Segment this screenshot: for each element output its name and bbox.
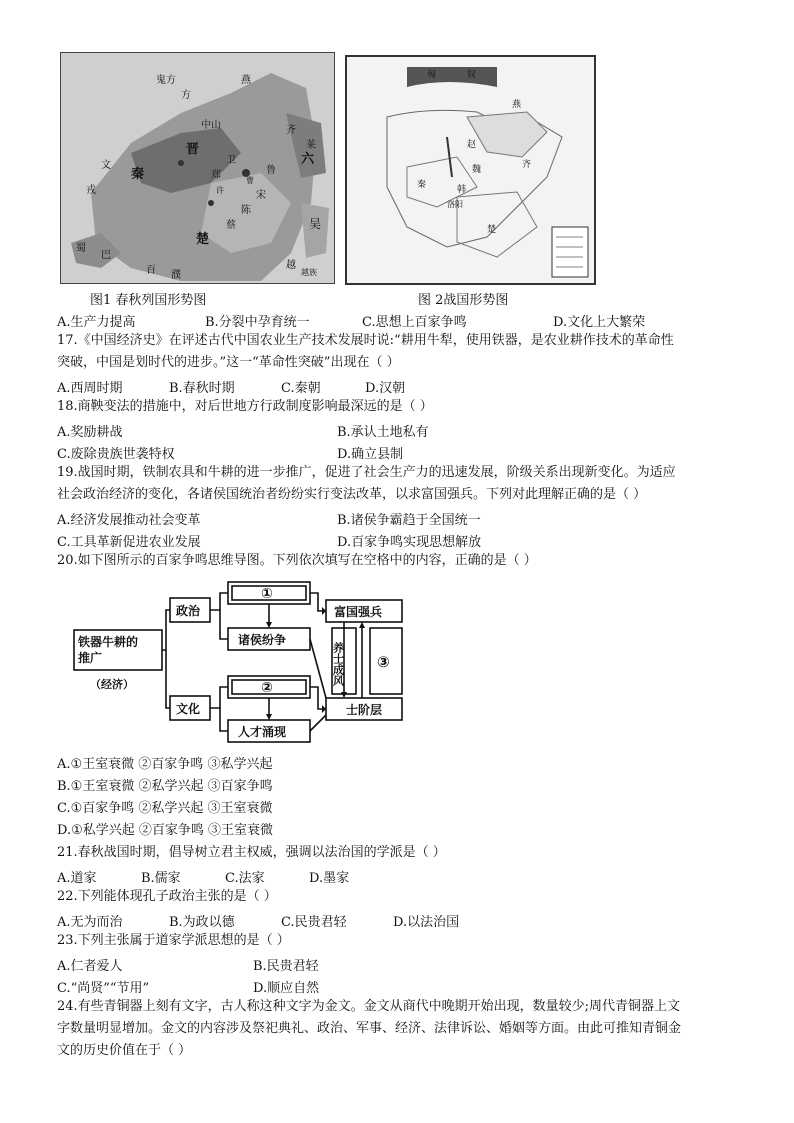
option-b[interactable]: B.承认土地私有 (337, 425, 429, 440)
q24-stem: 24.有些青铜器上刻有文字，古人称这种文字为金文。金文从商代中晚期开始出现，数量较少;周代青铜器上文 (57, 999, 681, 1014)
warring-states-map-graphic (347, 57, 594, 283)
q20-option-d[interactable]: D.①私学兴起 ②百家争鸣 ③王室衰微 (57, 823, 274, 838)
option-d[interactable]: D.墨家 (309, 871, 350, 886)
map2-label: 赵 (467, 140, 477, 150)
option-b[interactable]: B.儒家 (141, 871, 181, 886)
option-c[interactable]: C.工具革新促进农业发展 (57, 535, 201, 550)
map2-label: 匈 (427, 70, 437, 80)
map2-caption: 图 2战国形势图 (418, 293, 509, 308)
q20-stem: 20.如下图所示的百家争鸣思维导图。下列依次填写在空格中的内容，正确的是（ ） (57, 553, 537, 568)
q22-options (57, 911, 747, 930)
option-a[interactable]: A.道家 (57, 871, 97, 886)
q21-stem: 21.春秋战国时期，倡导树立君主权威，强调以法治国的学派是（ ） (57, 845, 446, 860)
map1-label: 戎 (86, 185, 96, 196)
map2-label: 奴 (467, 70, 477, 80)
map1-label: 方 (181, 90, 191, 101)
q17-stem: 17.《中国经济史》在评述古代中国农业生产技术发展时说:“耕用牛犁，使用铁器，是农业耕作技术的革命性 (57, 333, 674, 348)
map1-label: 鲁 (266, 165, 276, 176)
blank2-label: ② (261, 680, 273, 696)
rich-label: 富国强兵 (334, 605, 383, 619)
map1-label: 中山 (201, 120, 221, 131)
scholar-label: 士阶层 (346, 703, 383, 717)
option-c[interactable]: C.秦朝 (281, 381, 321, 396)
option-c[interactable]: C.废除贵族世袭特权 (57, 447, 175, 462)
talents-label: 人才涌现 (238, 725, 287, 739)
option-c[interactable]: C.法家 (225, 871, 265, 886)
spring-autumn-map-graphic (61, 53, 334, 283)
map2-label: 洛阳 (447, 200, 463, 209)
map1-label: 燕 (241, 75, 251, 86)
q20-option-a[interactable]: A.①王室衰微 ②百家争鸣 ③私学兴起 (57, 757, 273, 772)
warring-states-map (345, 55, 596, 285)
q24-stem: 字数量明显增加。金文的内容涉及祭祀典礼、政治、军事、经济、法律诉讼、婚姻等方面。由此可推知青铜金 (57, 1021, 682, 1036)
map1-label: 曹 (246, 176, 254, 185)
economy-label (77, 634, 142, 665)
option-d[interactable]: D.以法治国 (393, 915, 460, 930)
map1-label: 楚 (196, 232, 210, 247)
option-a[interactable]: A.经济发展推动社会变革 (57, 513, 201, 528)
q23-options-2 (57, 977, 747, 996)
option-b[interactable]: B.民贵君轻 (253, 959, 319, 974)
map1-label: 蔡 (226, 220, 236, 231)
map2-label: 楚 (487, 225, 497, 235)
map1-label: 蜀 (76, 243, 86, 254)
q21-options (57, 867, 747, 886)
option-c[interactable]: C.民贵君轻 (281, 915, 347, 930)
politics-label: 政治 (176, 604, 201, 618)
q24-stem: 文的历史价值在于（ ） (57, 1043, 192, 1058)
map1-label: 百 (146, 265, 156, 276)
map2-label: 齐 (522, 160, 532, 170)
map1-label: 越族 (301, 268, 317, 277)
map1-caption: 图1 春秋列国形势图 (90, 293, 207, 308)
spring-autumn-map (60, 52, 335, 284)
q18-options-1 (57, 421, 747, 440)
q20-option-c[interactable]: C.①百家争鸣 ②私学兴起 ③王室衰微 (57, 801, 273, 816)
map1-label: 吴 (309, 217, 322, 231)
map2-label: 秦 (417, 180, 427, 190)
economy-text-line2: 推广 (78, 651, 103, 665)
map1-label: 卫 (226, 155, 236, 166)
hundred-schools-mind-map (70, 580, 430, 745)
option-d[interactable]: D.确立县制 (337, 447, 404, 462)
q23-stem: 23.下列主张属于道家学派思想的是（ ） (57, 933, 290, 948)
lords-label: 诸侯纷争 (238, 633, 287, 647)
option-d[interactable]: D.百家争鸣实现思想解放 (337, 535, 482, 550)
raise-label: 养士成风 (331, 642, 345, 686)
option-a[interactable]: A.奖励耕战 (57, 425, 123, 440)
q22-stem: 22.下列能体现孔子政治主张的是（ ） (57, 889, 277, 904)
option-a[interactable]: A.无为而治 (57, 915, 123, 930)
option-a[interactable]: A.仁者爱人 (57, 959, 123, 974)
map1-label: 濮 (171, 270, 181, 281)
option-d[interactable]: D.汉朝 (365, 381, 406, 396)
map1-label: 齐 (286, 125, 296, 136)
option-c[interactable]: C.思想上百家争鸣 (362, 315, 467, 330)
map1-label: 晋 (186, 142, 200, 157)
q17-options (57, 377, 747, 396)
option-b[interactable]: B.春秋时期 (169, 381, 235, 396)
option-d[interactable]: D.文化上大繁荣 (553, 315, 646, 330)
map1-label: 宋 (256, 190, 266, 201)
option-b[interactable]: B.诸侯争霸趋于全国统一 (337, 513, 481, 528)
q20-option-b[interactable]: B.①王室衰微 ②私学兴起 ③百家争鸣 (57, 779, 273, 794)
map1-label: 许 (216, 186, 224, 195)
blank3-label: ③ (377, 653, 390, 671)
map2-label: 燕 (512, 100, 522, 110)
map2-label: 魏 (472, 165, 482, 175)
option-a[interactable]: A.生产力提高 (57, 315, 136, 330)
q23-options-1 (57, 955, 747, 974)
culture-label: 文化 (176, 702, 201, 716)
map1-label: 秦 (131, 167, 145, 182)
map1-label: 莱 (306, 140, 316, 151)
q19-stem: 19.战国时期，铁制农具和牛耕的进一步推广，促进了社会生产力的迅速发展，阶级关系出现新变化。为适应 (57, 465, 676, 480)
map2-label: 韩 (457, 185, 467, 195)
option-a[interactable]: A.西周时期 (57, 381, 123, 396)
map1-label: 文 (101, 160, 111, 171)
map1-label: 六 (301, 152, 315, 167)
blank1-label: ① (261, 586, 273, 602)
map1-label: 巴 (101, 250, 111, 261)
option-b[interactable]: B.分裂中孕育统一 (205, 315, 310, 330)
option-b[interactable]: B.为政以德 (169, 915, 235, 930)
map1-label: 陈 (241, 205, 251, 216)
mind-map-graphic (70, 580, 430, 745)
q19-options-2 (57, 531, 747, 550)
q17-stem: 突破，中国是划时代的进步。”这一“革命性突破”出现在（ ） (57, 355, 400, 370)
q18-options-2 (57, 443, 747, 462)
economy-text: 铁器牛耕的 (78, 635, 139, 649)
map1-label: 鬼方 (156, 75, 176, 86)
q19-options-1 (57, 509, 747, 528)
q19-stem: 社会政治经济的变化，各诸侯国统治者纷纷实行变法改革，以求富国强兵。下列对此理解正确的是（ ） (57, 487, 647, 502)
economy-sub-label: （经济） (90, 678, 134, 691)
q16-options (57, 311, 747, 330)
option-d[interactable]: D.顺应自然 (253, 981, 320, 996)
option-c[interactable]: C.“尚贤”“节用” (57, 981, 150, 996)
map1-label: 越 (286, 260, 296, 271)
q18-stem: 18.商鞅变法的措施中，对后世地方行政制度影响最深远的是（ ） (57, 399, 433, 414)
map1-label: 郑 (211, 170, 221, 181)
